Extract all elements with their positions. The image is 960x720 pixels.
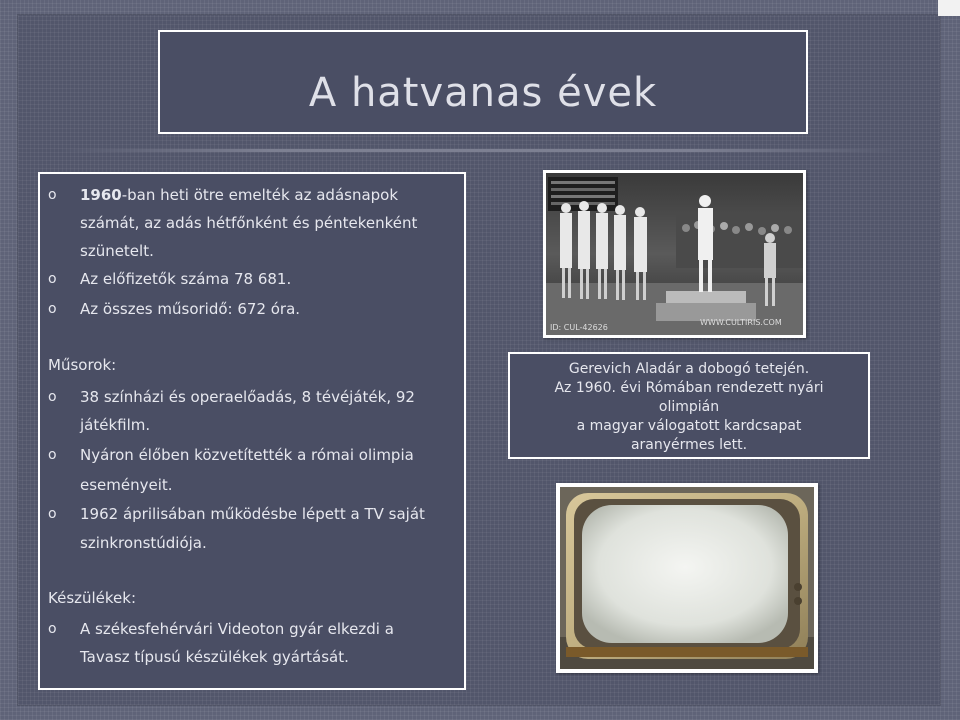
bullet-marker: o: [48, 301, 57, 317]
caption-line: olimpián: [658, 399, 720, 415]
bullet-line: számát, az adás hétfőnként és péntekenként: [80, 214, 418, 232]
fencers-photo-image: [546, 173, 803, 335]
caption-line: Az 1960. évi Rómában rendezett nyári: [554, 380, 824, 396]
bullet-text: [80, 181, 460, 209]
programs-heading: Műsorok:: [48, 356, 117, 374]
bullet-line: Az előfizetők száma 78 681.: [80, 270, 292, 288]
bullet-marker: o: [48, 447, 57, 463]
bullet-line: eseményeit.: [80, 476, 173, 494]
bullet-marker: o: [48, 271, 57, 287]
photo-id-text: ID: CUL-42626: [550, 323, 608, 332]
text-box: [38, 172, 466, 690]
bullet-line: Nyáron élőben közvetítették a római olimpia: [80, 446, 414, 464]
title-divider: [60, 149, 902, 152]
bullet-line: szünetelt.: [80, 242, 154, 260]
bullet-line: 38 színházi és operaelőadás, 8 tévéjáték, 92: [80, 388, 415, 406]
caption-line: aranyérmes lett.: [630, 437, 748, 453]
tv-photo-image: [560, 487, 814, 669]
bullet-line: Tavasz típusú készülékek gyártását.: [80, 648, 349, 666]
corner-tab: [938, 0, 960, 16]
title-box: [158, 30, 808, 134]
photo-caption-box: [508, 352, 870, 459]
devices-heading: Készülékek:: [48, 589, 137, 607]
bullet-marker: o: [48, 621, 57, 637]
slide-title: A hatvanas évek: [308, 70, 658, 116]
caption-line: Gerevich Aladár a dobogó tetején.: [568, 361, 810, 377]
bullet-line: A székesfehérvári Videoton gyár elkezdi a: [80, 620, 394, 638]
fencers-photo: [543, 170, 806, 338]
bullet-marker: o: [48, 506, 57, 522]
bold-year: 1960: [80, 186, 122, 204]
caption-line: a magyar válogatott kardcsapat: [576, 418, 802, 434]
tv-photo: [556, 483, 818, 673]
bullet-line: 1962 áprilisában működésbe lépett a TV saját: [80, 505, 425, 523]
bullet-line: játékfilm.: [80, 416, 151, 434]
bullet-line: -ban heti ötre emelték az adásnapok: [121, 186, 399, 204]
bullet-line: szinkronstúdiója.: [80, 534, 207, 552]
photo-watermark: WWW.CULTIRIS.COM: [700, 318, 782, 327]
bullet-marker: o: [48, 389, 57, 405]
bullet-marker: o: [48, 187, 57, 203]
bullet-line: Az összes műsoridő: 672 óra.: [80, 300, 301, 318]
